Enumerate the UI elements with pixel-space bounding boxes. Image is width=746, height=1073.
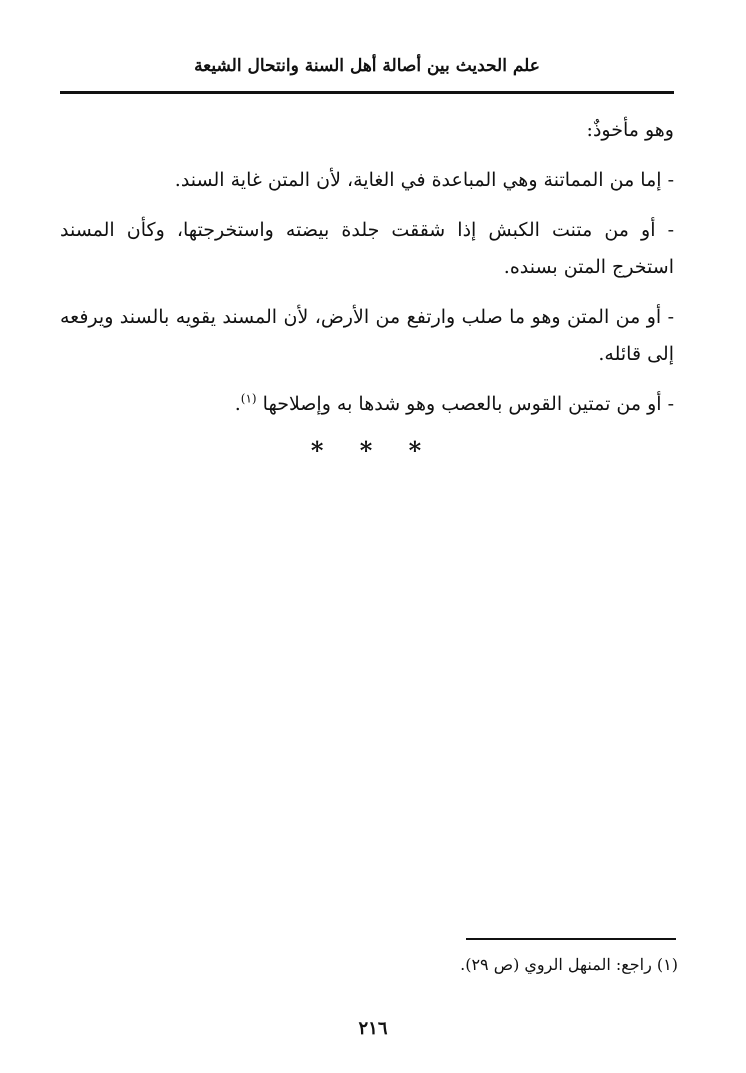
footnote: (١) راجع: المنهل الروي (ص ٢٩). — [460, 955, 678, 974]
footnote-reference: (١) — [240, 391, 257, 406]
list-item: - أو من المتن وهو ما صلب وارتفع من الأرض، لأن المسند يقويه بالسند ويرفعه إلى قائله. — [60, 306, 674, 365]
list-item: - أو من متنت الكبش إذا شققت جلدة بيضته واستخرجتها، وكأن المسند استخرج المتن بسنده. — [60, 219, 674, 278]
list-item: - إما من المماتنة وهي المباعدة في الغاية، لأن المتن غاية السند. — [174, 169, 674, 191]
header-rule — [60, 91, 674, 94]
intro-line: وهو مأخوذٌ: — [586, 119, 674, 141]
running-title: علم الحديث بين أصالة أهل السنة وانتحال الشيعة — [194, 56, 540, 76]
list-item-text: - أو من تمتين القوس بالعصب وهو شدها به وإصلاحها — [262, 393, 674, 415]
list-item-with-footnote — [60, 386, 674, 423]
section-divider-stars: * * * — [310, 436, 436, 465]
main-text — [60, 112, 674, 436]
page-number: ٢١٦ — [358, 1018, 388, 1039]
list-item-end: . — [234, 393, 241, 415]
footnote-rule — [466, 938, 676, 940]
